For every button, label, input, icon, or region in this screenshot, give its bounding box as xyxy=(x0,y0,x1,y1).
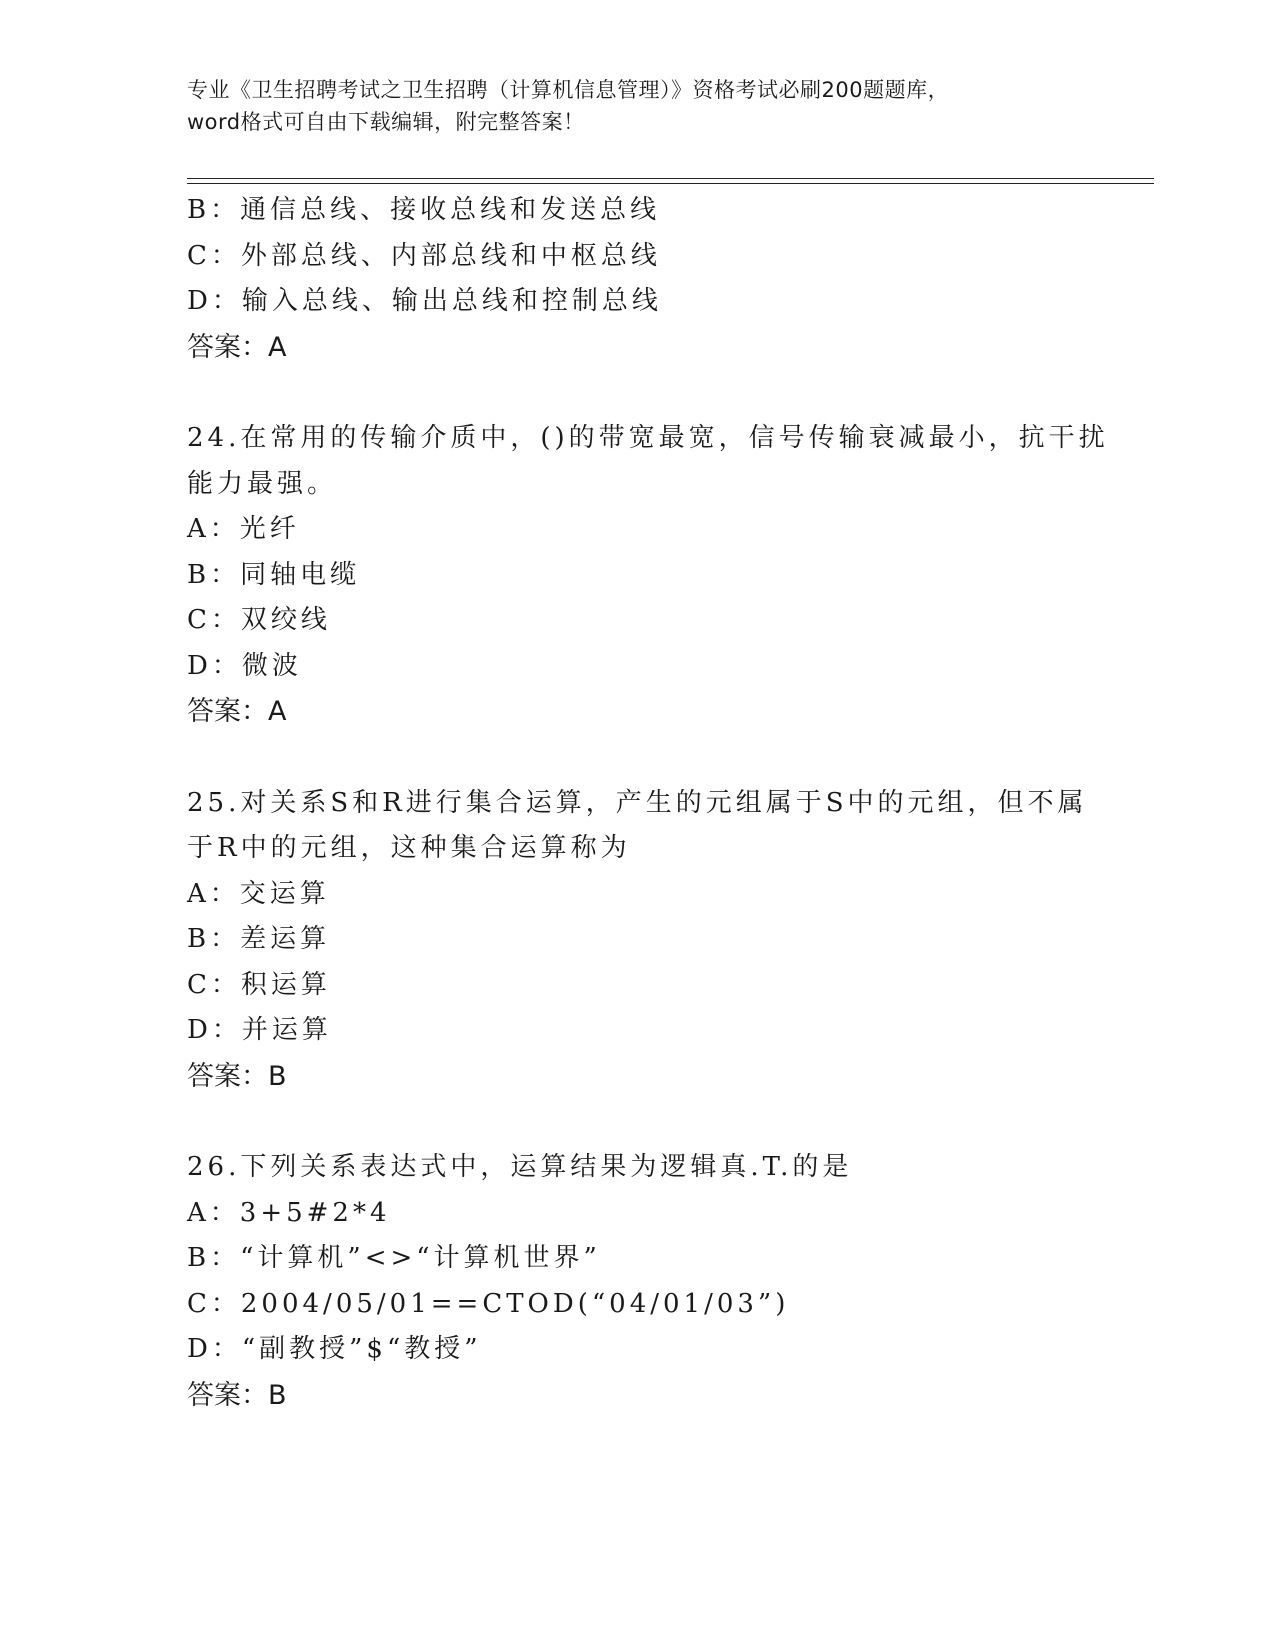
question-23-answer: 答案：A xyxy=(187,331,287,363)
question-26-option-d: D：“副教授”$“教授” xyxy=(187,1334,482,1364)
question-25-option-b: B：差运算 xyxy=(187,924,331,954)
question-24-option-d: D：微波 xyxy=(187,650,302,681)
question-24-option-a: A：光纤 xyxy=(187,514,300,544)
question-24-stem-line-1: 24.在常用的传输介质中，()的带宽最宽，信号传输衰减最小，抗干扰 xyxy=(187,423,1109,453)
question-24 xyxy=(187,416,1109,735)
question-23 xyxy=(187,188,1087,370)
question-25-option-c: C：积运算 xyxy=(187,969,331,1000)
question-25 xyxy=(187,781,1087,1100)
question-list xyxy=(187,188,1109,1418)
spacer xyxy=(187,370,1087,416)
question-25-option-a: A：交运算 xyxy=(187,878,330,909)
question-26-answer: 答案：B xyxy=(187,1379,287,1411)
question-24-stem-line-2: 能力最强。 xyxy=(187,468,338,499)
header-title-line-2: word格式可自由下载编辑，附完整答案！ xyxy=(187,110,585,134)
question-25-stem-line-2: 于R中的元组，这种集合运算称为 xyxy=(187,833,631,863)
spacer xyxy=(187,735,1087,781)
header-divider-bottom xyxy=(187,183,1154,184)
question-23-option-b: B：通信总线、接收总线和发送总线 xyxy=(187,195,661,225)
question-25-answer: 答案：B xyxy=(187,1060,287,1092)
header-title-line-1: 专业《卫生招聘考试之卫生招聘（计算机信息管理）》资格考试必刷200题题库， xyxy=(187,78,950,102)
question-24-answer: 答案：A xyxy=(187,696,287,727)
question-23-option-c: C：外部总线、内部总线和中枢总线 xyxy=(187,240,661,271)
spacer xyxy=(187,1099,1087,1145)
question-26-option-b: B：“计算机”<>“计算机世界” xyxy=(187,1243,601,1273)
question-24-option-c: C：双绞线 xyxy=(187,605,331,635)
question-23-option-d: D：输入总线、输出总线和控制总线 xyxy=(187,286,662,316)
question-26 xyxy=(187,1145,1087,1418)
header-divider-top xyxy=(187,178,1154,179)
question-24-option-b: B：同轴电缆 xyxy=(187,559,361,590)
document-header xyxy=(187,74,1087,138)
question-26-option-a: A：3+5#2*4 xyxy=(187,1197,391,1228)
question-26-option-c: C：2004/05/01==CTOD(“04/01/03”) xyxy=(187,1288,790,1319)
question-26-stem: 26.下列关系表达式中，运算结果为逻辑真.T.的是 xyxy=(187,1152,853,1182)
question-25-stem-line-1: 25.对关系S和R进行集合运算，产生的元组属于S中的元组，但不属 xyxy=(187,787,1088,818)
question-25-option-d: D：并运算 xyxy=(187,1015,332,1045)
